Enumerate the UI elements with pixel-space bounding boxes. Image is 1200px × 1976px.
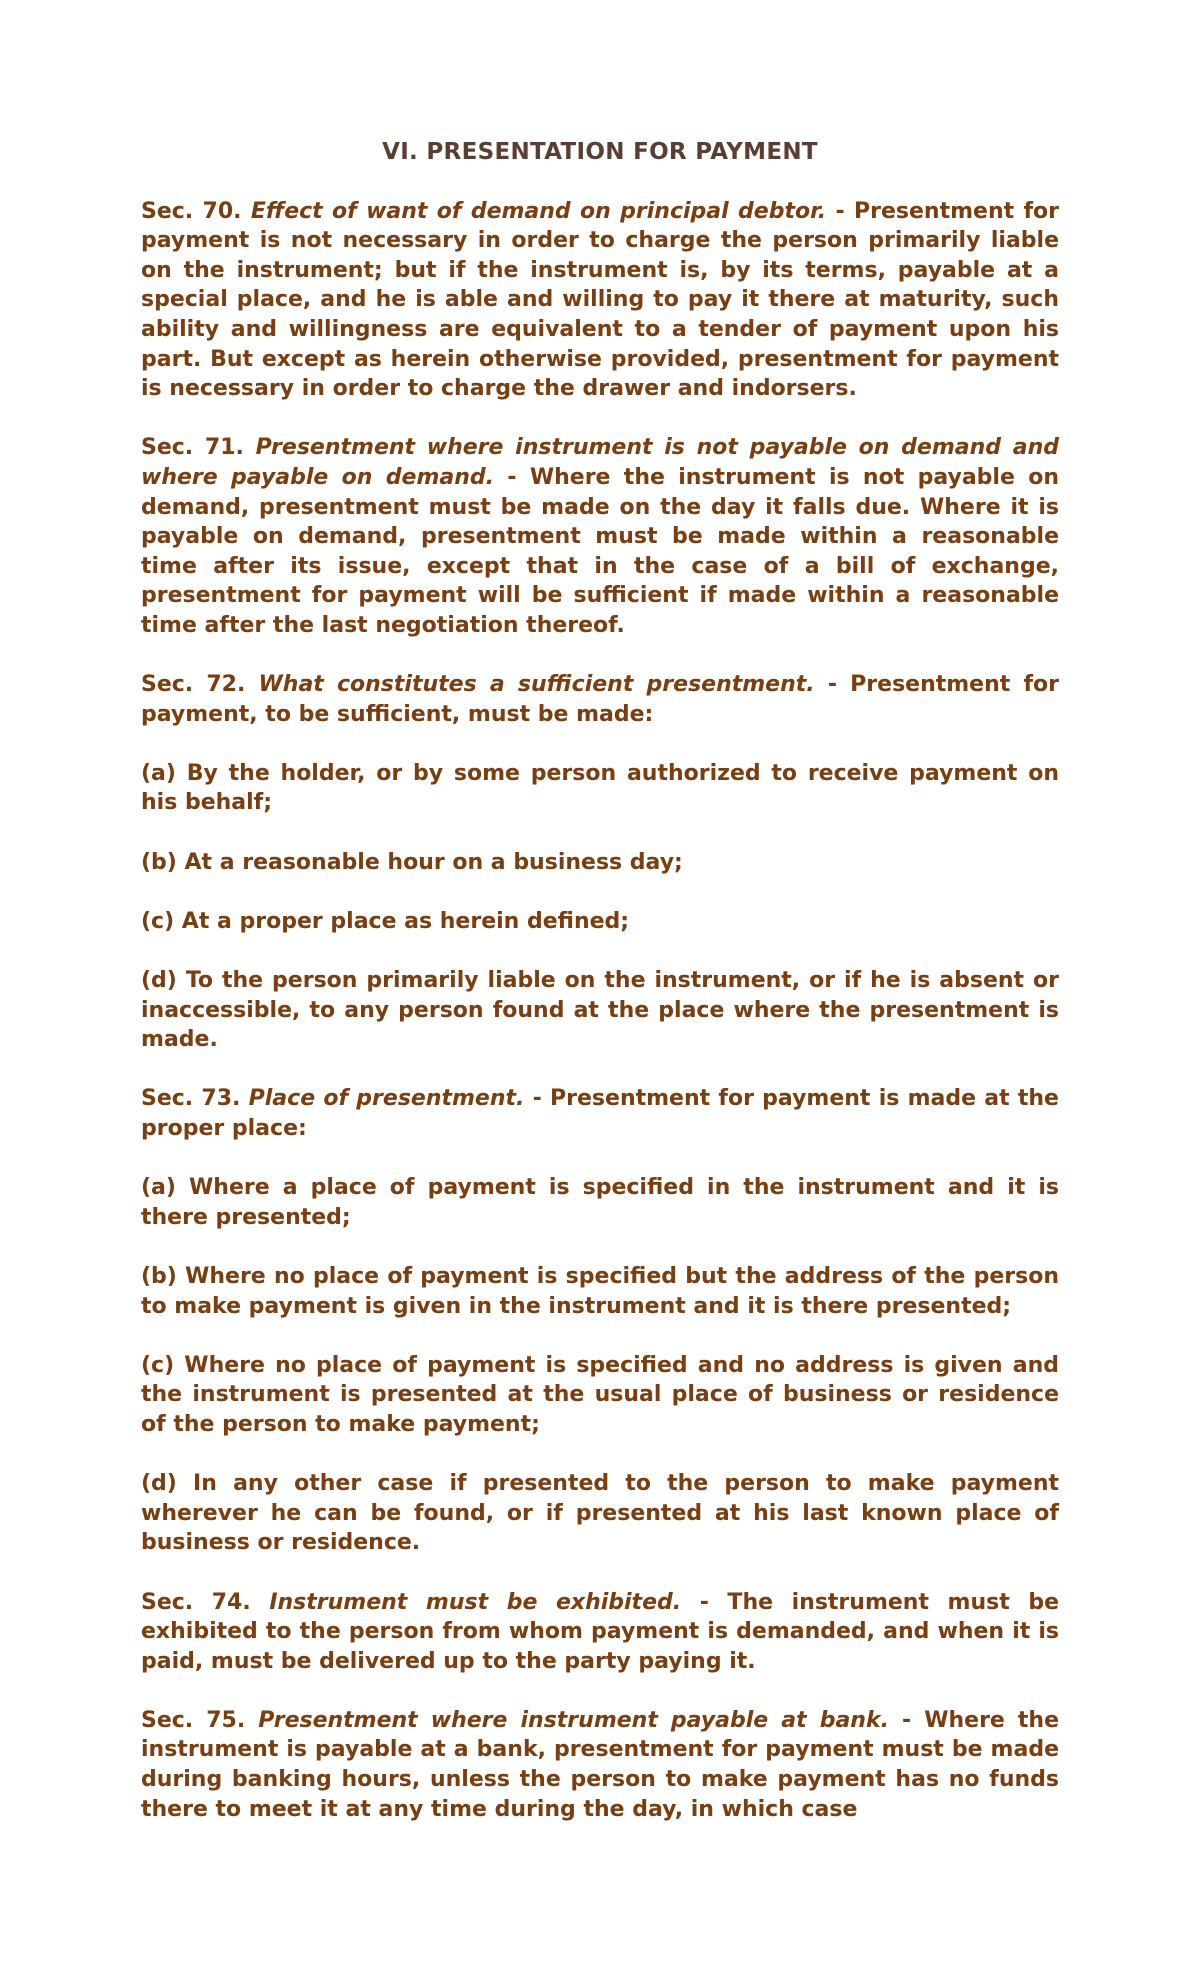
list-item: (d) To the person primarily liable on the instrument, or if he is absent or inaccessible, to any person found at the place where the presentment is made.	[141, 968, 1059, 1053]
list-item: (a) Where a place of payment is specified in the instrument and it is there presented;	[141, 1175, 1059, 1230]
section-73	[141, 1084, 1059, 1143]
section-74	[141, 1588, 1059, 1677]
section-body: The instrument must be exhibited to the person from whom payment is demanded, and when it is paid, must be delivered up to the party paying it.	[141, 1589, 1060, 1674]
section-body: Presentment for payment, to be sufficient, must be made:	[141, 672, 1060, 727]
list-item: (c) At a proper place as herein defined;	[141, 908, 630, 934]
list-item: (d) In any other case if presented to the person to make payment wherever he can be found, or if presented at his last known place of business or residence.	[141, 1471, 1059, 1556]
section-body: Where the instrument is not payable on demand, presentment must be made on the day it falls due. Where it is payable on demand, presentment must be made within a reasonable time after its issue, except that in the case of a bill of exchange, presentment for payment will be sufficient if made within a reasonable time after the last negotiation thereof.	[141, 464, 1060, 638]
section-dash: -	[888, 1707, 912, 1733]
list-item: (b) At a reasonable hour on a business day;	[141, 849, 683, 875]
section-number: Sec. 75.	[141, 1707, 246, 1733]
section-dash: -	[524, 1086, 542, 1112]
section-heading: What constitutes a sufficient presentment.	[258, 672, 815, 698]
section-number: Sec. 70.	[141, 198, 242, 224]
section-number: Sec. 73.	[141, 1086, 241, 1112]
section-72	[141, 670, 1059, 729]
page-title: VI. PRESENTATION FOR PAYMENT	[382, 139, 818, 165]
document-page	[141, 137, 1059, 1854]
section-heading: Presentment where instrument payable at bank.	[258, 1707, 889, 1733]
section-heading: Place of presentment.	[248, 1086, 525, 1112]
section-number: Sec. 72.	[141, 672, 246, 698]
section-body: Where the instrument is payable at a bank, presentment for payment must be made during banking hours, unless the person to make payment has no funds there to meet it at any time during the day, in which case	[141, 1707, 1059, 1822]
section-body: Presentment for payment is not necessary in order to charge the person primarily liable on the instrument; but if the instrument is, by its terms, payable at a special place, and he is able and willing to pay it there at maturity, such ability and willingness are equivalent to a tender of payment upon his part. But except as herein otherwise provided, presentment for payment is necessary in order to charge the drawer and indorsers.	[141, 198, 1060, 402]
section-75	[141, 1706, 1059, 1824]
section-71	[141, 433, 1059, 640]
section-70	[141, 197, 1059, 404]
list-item: (c) Where no place of payment is specified and no address is given and the instrument is presented at the usual place of business or residence of the person to make payment;	[141, 1352, 1059, 1437]
section-dash: -	[681, 1589, 709, 1615]
section-body: Presentment for payment is made at the proper place:	[141, 1086, 1059, 1141]
section-dash: -	[826, 198, 845, 224]
section-heading: Presentment where instrument is not payable on demand and where payable on demand.	[141, 435, 1060, 490]
section-dash: -	[814, 672, 837, 698]
list-item: (b) Where no place of payment is specified but the address of the person to make payment is given in the instrument and it is there presented;	[141, 1263, 1059, 1319]
section-heading: Effect of want of demand on principal debtor.	[250, 198, 827, 224]
list-item: (a) By the holder, or by some person authorized to receive payment on his behalf;	[141, 760, 1059, 816]
section-heading: Instrument must be exhibited.	[269, 1589, 682, 1615]
section-dash: -	[494, 464, 517, 490]
section-number: Sec. 74.	[141, 1589, 251, 1615]
section-number: Sec. 71.	[141, 435, 244, 461]
